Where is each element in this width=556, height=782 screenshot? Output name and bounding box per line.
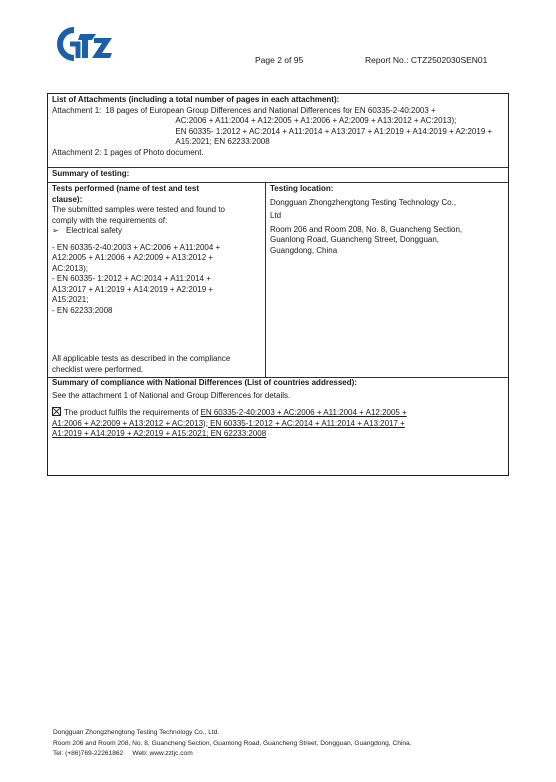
electrical-safety-label: Electrical safety [66,226,123,235]
attachment-1-line-3: EN 60335- 1:2012 + AC:2014 + A11:2014 + A13:2017 + A1:2019 + A14:2019 + A2:2019 + [175,126,493,136]
footer-address: Room 206 and Room 208, No. 8, Guancheng Section, Guanlong Road, Guancheng Street, Dongguan, Guangdong, China. [53,739,412,747]
location-line-2: Ltd [270,211,282,220]
attachment-1-line-1: 18 pages of European Group Differences and National Differences for EN 60335-2-40:2003 + [105,105,436,115]
attachment-1-line-4: A15:2021; EN 62233:2008 [175,137,270,146]
testing-details [48,183,508,378]
footer-company: Dongguan Zhongzhengtong Testing Technology Co., Ltd. [53,729,220,736]
standard-1-line-3: AC:2013); [52,263,89,273]
standard-2-line-3: A15:2021; [52,295,89,304]
fulfils-line-3: A1:2019 + A14:2019 + A2:2019 + A15:2021; EN 62233:2008 [52,429,267,438]
testing-location-column [266,183,508,377]
tests-performed-column [48,183,266,377]
tests-performed-heading-2: clause): [52,194,83,204]
standard-1-line-2: A12:2005 + A1:2006 + A2:2009 + A13:2012 + [52,253,214,262]
national-differences-heading: Summary of compliance with National Differences (List of countries addressed): [52,378,357,387]
location-line-3: Room 206 and Room 208, No. 8, Guancheng Section, [270,224,463,234]
standard-2-line-2: A13:2017 + A1:2019 + A14:2019 + A2:2019 + [52,284,214,294]
national-differences-section [48,377,508,475]
location-line-1: Dongguan Zhongzhengtong Testing Technology Co., [270,197,457,207]
summary-testing-heading: Summary of testing: [52,169,130,178]
tests-intro-1: The submitted samples were tested and found to [52,205,225,214]
fulfils-line-2: A1:2006 + A2:2009 + A13:2012 + AC:2013); EN 60335-1:2012 + AC:2014 + A11:2014 + A13:2017 + [52,418,405,428]
arrow-bullet-icon: ➢ [52,226,59,235]
attachments-section [48,94,508,168]
attachment-2: Attachment 2: 1 pages of Photo document. [52,147,204,157]
standard-3: - EN 62233:2008 [52,305,113,315]
attachment-1-line-2: AC:2006 + A11:2004 + A12:2005 + A1:2006 + A2:2009 + A13:2012 + AC:2013); [175,116,457,125]
applicable-tests-note-2: checklist were performed. [52,364,144,374]
attachment-1 [52,106,504,148]
applicable-tests-note [52,354,262,375]
tests-intro-2: comply with the requirements of: [52,215,168,225]
applicable-tests-note-1: All applicable tests as described in the compliance [52,354,231,363]
attachments-heading: List of Attachments (including a total number of pages in each attachment): [52,95,340,104]
fulfils-standards-1: EN 60335-2-40:2003 + AC:2006 + A11:2004 + A12:2005 + [200,408,407,417]
location-line-5: Guangdong, China [270,245,338,255]
fulfils-line-1 [52,407,504,419]
location-line-4: Guanlong Road, Guancheng Street, Dongguan, [270,235,440,244]
checked-box-icon [52,407,61,416]
national-differences-see: See the attachment 1 of National and Group Differences for details. [52,390,291,400]
tests-performed-heading-1: Tests performed (name of test and test [52,184,199,193]
page-number: Page 2 of 95 [255,55,304,65]
report-summary-table [47,93,509,476]
summary-testing-heading-row [48,168,508,183]
fulfils-prefix: The product fulfils the requirements of [64,408,201,417]
testing-location-heading: Testing location: [270,184,334,193]
page-footer [53,728,412,760]
report-number: Report No.: CTZ2502030SEN01 [365,55,488,65]
electrical-safety-item [52,226,261,237]
standard-1-line-1: - EN 60335-2-40:2003 + AC:2006 + A11:2004 + [52,242,221,252]
attachment-1-label: Attachment 1: [52,105,102,115]
footer-contact: Tel: (+86)769-22261862 Web: www.zztjc.com [53,750,193,757]
standard-2-line-1: - EN 60335- 1:2012 + AC:2014 + A11:2014 + [52,274,211,283]
ctz-logo [56,24,114,64]
